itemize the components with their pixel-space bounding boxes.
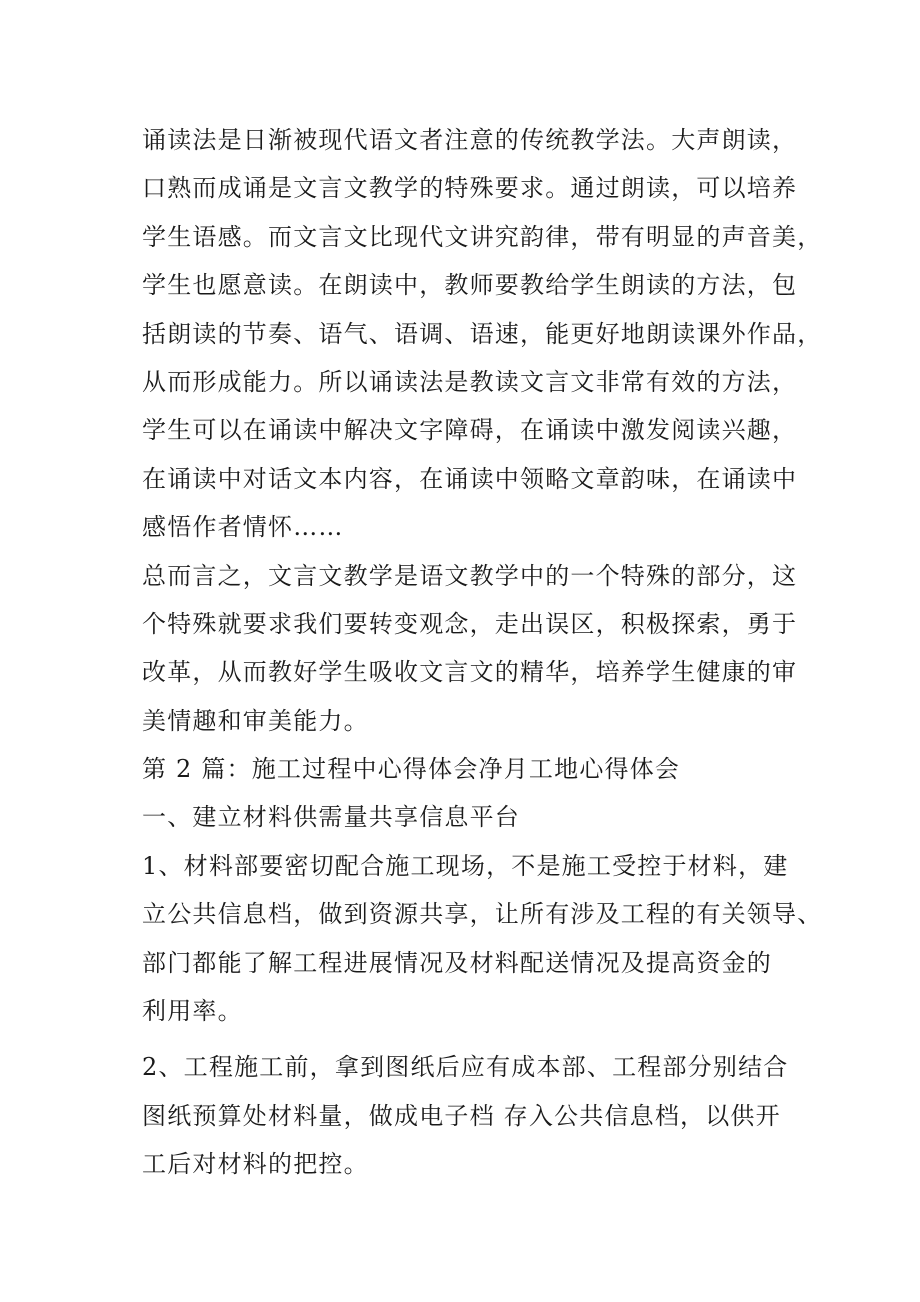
text-line: 立公共信息档，做到资源共享，让所有涉及工程的有关领导、 bbox=[142, 900, 823, 929]
text-line: 1、材料部要密切配合施工现场，不是施工受控于材料，建 bbox=[142, 851, 789, 880]
text-line: 改革，从而教好学生吸收文言文的精华，培养学生健康的审 bbox=[142, 658, 798, 687]
text-line: 学生可以在诵读中解决文字障碍，在诵读中激发阅读兴趣， bbox=[142, 416, 798, 445]
text-line: 学生语感。而文言文比现代文讲究韵律，带有明显的声音美， bbox=[142, 222, 823, 251]
text-line: 利用率。 bbox=[142, 997, 243, 1026]
paragraph-conclusion bbox=[142, 558, 802, 752]
list-item-2 bbox=[142, 1049, 802, 1194]
paragraph-gap bbox=[142, 1041, 802, 1049]
text-line: 从而形成能力。所以诵读法是教读文言文非常有效的方法， bbox=[142, 367, 798, 396]
text-line: 图纸预算处材料量，做成电子档 存入公共信息档，以供开 bbox=[142, 1101, 781, 1130]
text-line: 美情趣和审美能力。 bbox=[142, 706, 369, 735]
heading-line: 一、建立材料供需量共享信息平台 bbox=[142, 803, 520, 832]
document-body bbox=[142, 122, 823, 1195]
paragraph-recitation-method bbox=[142, 122, 823, 558]
text-line: 感悟作者情怀…… bbox=[142, 513, 344, 542]
text-line: 学生也愿意读。在朗读中，教师要教给学生朗读的方法，包 bbox=[142, 271, 798, 300]
section-heading bbox=[142, 799, 802, 847]
text-line: 总而言之，文言文教学是语文教学中的一个特殊的部分，这 bbox=[142, 561, 798, 590]
text-line: 工后对材料的把控。 bbox=[142, 1150, 369, 1179]
article-title bbox=[142, 751, 802, 799]
text-line: 部门都能了解工程进展情况及材料配送情况及提高资金的 bbox=[142, 948, 772, 977]
list-item-1 bbox=[142, 848, 823, 1042]
text-line: 括朗读的节奏、语气、语调、语速，能更好地朗读课外作品， bbox=[142, 319, 823, 348]
text-line: 个特殊就要求我们要转变观念，走出误区，积极探索，勇于 bbox=[142, 609, 798, 638]
text-line: 诵读法是日渐被现代语文者注意的传统教学法。大声朗读， bbox=[142, 126, 798, 154]
title-line: 第 2 篇：施工过程中心得体会净月工地心得体会 bbox=[142, 755, 681, 784]
text-line: 口熟而成诵是文言文教学的特殊要求。通过朗读，可以培养 bbox=[142, 174, 798, 203]
text-line: 在诵读中对话文本内容，在诵读中领略文章韵味，在诵读中 bbox=[142, 464, 798, 493]
text-line: 2、工程施工前，拿到图纸后应有成本部、工程部分别结合 bbox=[142, 1053, 789, 1082]
